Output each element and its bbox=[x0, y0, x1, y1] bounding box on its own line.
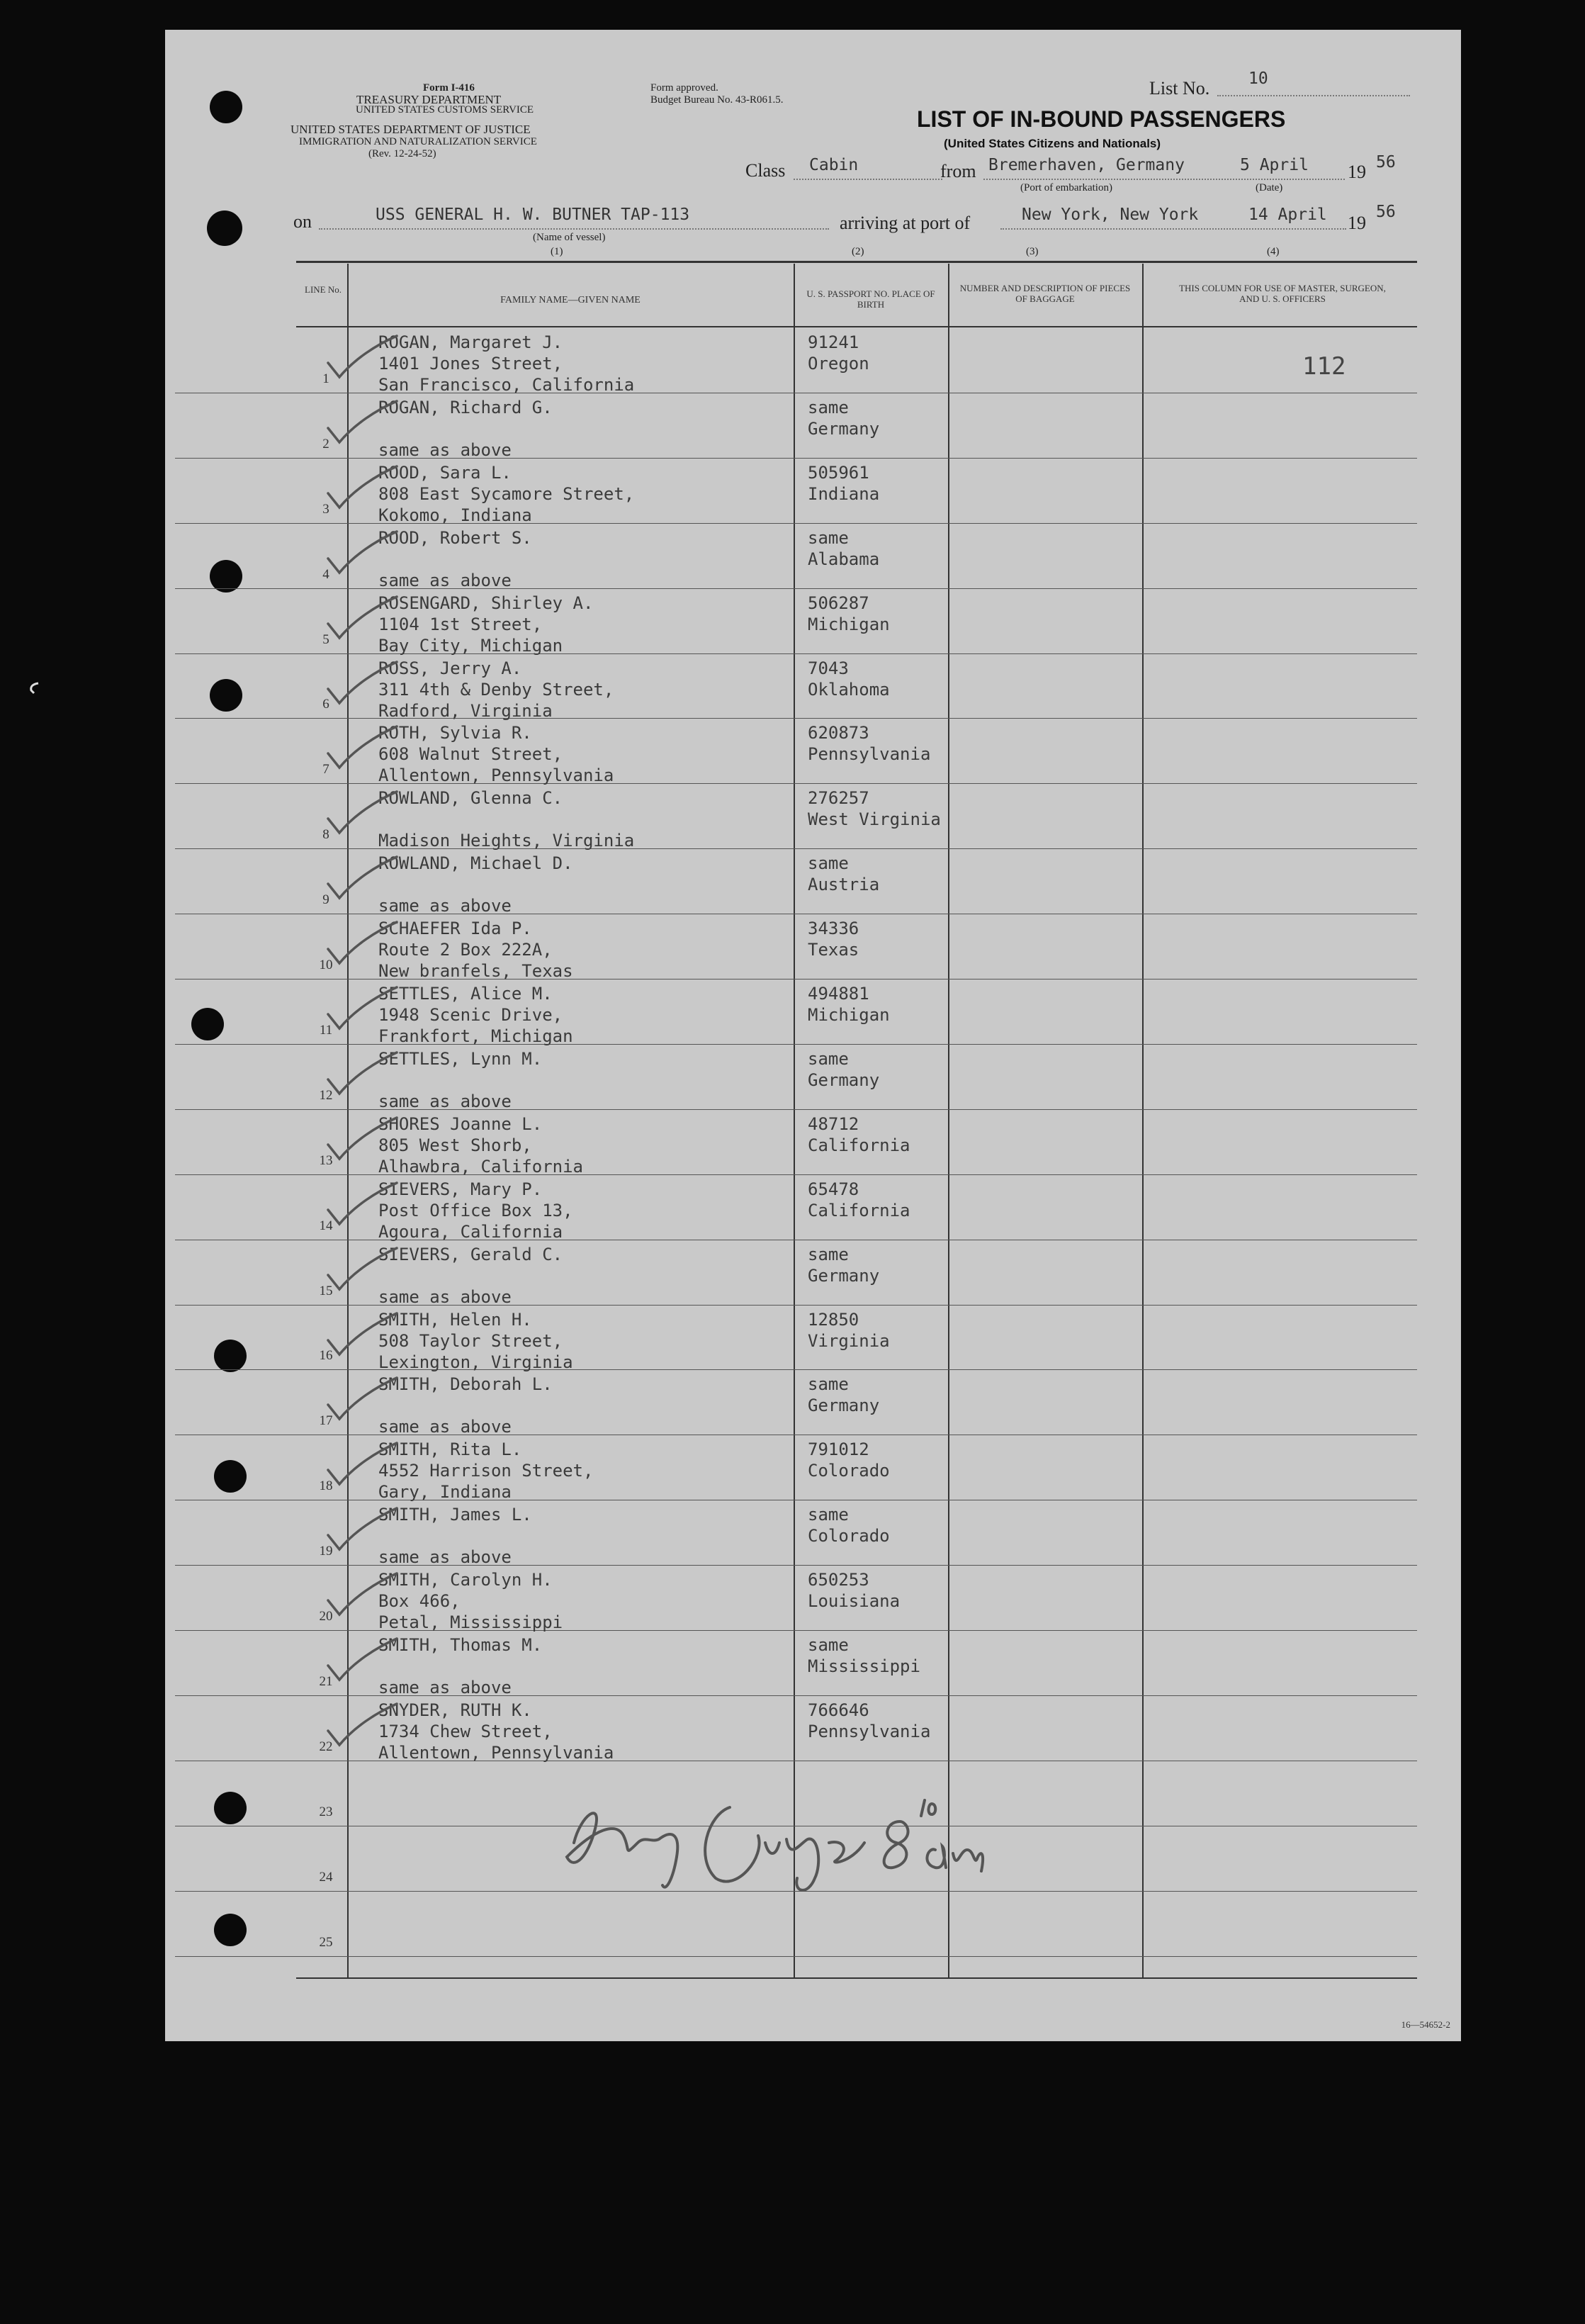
col-number-1: (1) bbox=[551, 246, 563, 257]
from-label: from bbox=[940, 161, 976, 181]
checkmark-icon bbox=[322, 530, 400, 580]
passenger-address: Lexington, Virginia bbox=[378, 1352, 573, 1372]
passport-number: 620873 bbox=[808, 723, 869, 743]
passport-number: 650253 bbox=[808, 1570, 869, 1590]
arriving-label: arriving at port of bbox=[840, 213, 971, 233]
col-number-2: (2) bbox=[852, 246, 864, 257]
passport-number: same bbox=[808, 1049, 849, 1069]
row-divider bbox=[175, 848, 1417, 849]
passenger-address: same as above bbox=[378, 571, 512, 590]
row-divider bbox=[175, 1695, 1417, 1696]
list-no-line bbox=[1217, 95, 1410, 96]
punch-hole bbox=[207, 210, 242, 246]
place-of-birth: Colorado bbox=[808, 1526, 890, 1546]
checkmark-icon bbox=[322, 1376, 400, 1426]
passenger-address: 1948 Scenic Drive, bbox=[378, 1005, 563, 1025]
passport-number: 766646 bbox=[808, 1700, 869, 1720]
checkmark-icon bbox=[322, 335, 400, 384]
passenger-address: Alhawbra, California bbox=[378, 1157, 583, 1177]
from-date: 5 April bbox=[1240, 156, 1309, 174]
port-embark-label: (Port of embarkation) bbox=[1020, 182, 1112, 193]
passenger-address: Petal, Mississippi bbox=[378, 1612, 563, 1632]
checkmark-icon bbox=[322, 595, 400, 645]
row-divider bbox=[175, 1369, 1417, 1370]
passenger-address: same as above bbox=[378, 1091, 512, 1111]
arrival-year: 56 bbox=[1376, 203, 1396, 221]
form-approved: Form approved. bbox=[650, 82, 718, 94]
passenger-address: same as above bbox=[378, 1547, 512, 1567]
class-value: Cabin bbox=[809, 156, 859, 174]
row-divider bbox=[175, 1174, 1417, 1175]
place-of-birth: Germany bbox=[808, 1396, 880, 1415]
place-of-birth: Austria bbox=[808, 875, 880, 894]
punch-hole bbox=[214, 1914, 247, 1946]
col-header-passport: U. S. PASSPORT NO. PLACE OF BIRTH bbox=[806, 288, 935, 310]
passenger-address: same as above bbox=[378, 1417, 512, 1437]
justice-label: UNITED STATES DEPARTMENT OF JUSTICE bbox=[291, 123, 531, 136]
place-of-birth: Michigan bbox=[808, 614, 890, 634]
passport-number: 494881 bbox=[808, 984, 869, 1004]
place-of-birth: Oklahoma bbox=[808, 680, 890, 700]
row-divider bbox=[175, 1565, 1417, 1566]
passenger-address: same as above bbox=[378, 1678, 512, 1697]
checkmark-icon bbox=[322, 661, 400, 710]
checkmark-icon bbox=[322, 855, 400, 905]
checkmark-icon bbox=[322, 1247, 400, 1296]
passenger-name: SMITH, Rita L. bbox=[378, 1439, 522, 1459]
col-number-4: (4) bbox=[1267, 246, 1280, 257]
checkmark-icon bbox=[322, 725, 400, 775]
row-divider bbox=[175, 783, 1417, 784]
passenger-address: 805 West Shorb, bbox=[378, 1135, 532, 1155]
col-divider bbox=[794, 264, 795, 1977]
passenger-name: SNYDER, RUTH K. bbox=[378, 1700, 532, 1720]
passenger-address: New branfels, Texas bbox=[378, 961, 573, 981]
place-of-birth: Colorado bbox=[808, 1461, 890, 1481]
line-number: 3 bbox=[322, 502, 329, 517]
passport-number: 91241 bbox=[808, 332, 859, 352]
stray-mark-icon bbox=[27, 680, 43, 696]
line-number: 5 bbox=[322, 632, 329, 647]
vessel-label: (Name of vessel) bbox=[533, 232, 606, 243]
passenger-name: SMITH, James L. bbox=[378, 1505, 532, 1525]
passenger-name: SHORES Joanne L. bbox=[378, 1114, 543, 1134]
line-number: 18 bbox=[319, 1478, 333, 1493]
customs-label: UNITED STATES CUSTOMS SERVICE bbox=[356, 104, 534, 116]
passenger-address: Gary, Indiana bbox=[378, 1482, 512, 1502]
passenger-address: Allentown, Pennsylvania bbox=[378, 1743, 614, 1763]
row-divider bbox=[175, 1305, 1417, 1306]
checkmark-icon bbox=[322, 921, 400, 970]
officer-note: 112 bbox=[1302, 352, 1346, 381]
inspector-signature bbox=[553, 1772, 992, 1899]
passport-number: same bbox=[808, 1505, 849, 1525]
passenger-address: 808 East Sycamore Street, bbox=[378, 484, 635, 504]
line-number: 17 bbox=[319, 1413, 333, 1428]
checkmark-icon bbox=[322, 1312, 400, 1362]
line-number: 1 bbox=[322, 371, 329, 386]
passport-number: 7043 bbox=[808, 658, 849, 678]
list-no-label: List No. bbox=[1149, 78, 1210, 99]
place-of-birth: Mississippi bbox=[808, 1656, 920, 1676]
row-divider bbox=[175, 1956, 1417, 1957]
passport-number: 505961 bbox=[808, 463, 869, 483]
place-of-birth: California bbox=[808, 1135, 910, 1155]
arrival-date: 14 April bbox=[1248, 206, 1327, 224]
place-of-birth: Germany bbox=[808, 419, 880, 439]
table-bottom-border bbox=[296, 1977, 1417, 1979]
revision-label: (Rev. 12-24-52) bbox=[368, 148, 436, 159]
punch-hole bbox=[210, 679, 242, 712]
passenger-address: 608 Walnut Street, bbox=[378, 744, 563, 764]
passenger-address: same as above bbox=[378, 1287, 512, 1307]
treasury-label: TREASURY DEPARTMENT bbox=[356, 93, 502, 106]
budget-bureau: Budget Bureau No. 43-R061.5. bbox=[650, 94, 784, 106]
place-of-birth: Germany bbox=[808, 1070, 880, 1090]
line-number: 19 bbox=[319, 1544, 333, 1559]
line-number: 10 bbox=[319, 958, 333, 972]
line-number: 12 bbox=[319, 1088, 333, 1103]
passport-number: 65478 bbox=[808, 1179, 859, 1199]
row-divider bbox=[175, 1044, 1417, 1045]
place-of-birth: Michigan bbox=[808, 1005, 890, 1025]
row-divider bbox=[175, 523, 1417, 524]
row-divider bbox=[175, 1109, 1417, 1110]
passenger-address: Radford, Virginia bbox=[378, 701, 553, 721]
checkmark-icon bbox=[322, 465, 400, 515]
passenger-name: ROGAN, Margaret J. bbox=[378, 332, 563, 352]
passport-number: 12850 bbox=[808, 1310, 859, 1330]
line-number: 20 bbox=[319, 1609, 333, 1624]
place-of-birth: Germany bbox=[808, 1266, 880, 1286]
form-number: Form I-416 bbox=[423, 82, 475, 94]
passenger-address: Agoura, California bbox=[378, 1222, 563, 1242]
col-header-name: FAMILY NAME—GIVEN NAME bbox=[500, 295, 641, 305]
passport-number: same bbox=[808, 528, 849, 548]
document-title: LIST OF IN-BOUND PASSENGERS bbox=[917, 106, 1286, 132]
arrival-year-prefix: 19 bbox=[1348, 213, 1366, 233]
class-line bbox=[794, 179, 942, 180]
col-number-3: (3) bbox=[1026, 246, 1039, 257]
checkmark-icon bbox=[322, 1637, 400, 1687]
from-year: 56 bbox=[1376, 153, 1396, 172]
checkmark-icon bbox=[322, 1051, 400, 1101]
line-number: 15 bbox=[319, 1284, 333, 1298]
arrival-port: New York, New York bbox=[1022, 206, 1199, 224]
line-number: 8 bbox=[322, 827, 329, 842]
passenger-name: ROGAN, Richard G. bbox=[378, 398, 553, 417]
passenger-name: SIEVERS, Gerald C. bbox=[378, 1245, 563, 1264]
passenger-name: ROOD, Robert S. bbox=[378, 528, 532, 548]
passenger-address: same as above bbox=[378, 440, 512, 460]
line-number: 4 bbox=[322, 567, 329, 582]
row-divider bbox=[175, 588, 1417, 589]
col-divider bbox=[948, 264, 949, 1977]
passenger-name: ROTH, Sylvia R. bbox=[378, 723, 532, 743]
passenger-address: Kokomo, Indiana bbox=[378, 505, 532, 525]
from-line bbox=[983, 179, 1345, 180]
line-number: 13 bbox=[319, 1153, 333, 1168]
col-divider bbox=[1142, 264, 1144, 1977]
passport-number: same bbox=[808, 853, 849, 873]
line-number: 25 bbox=[319, 1935, 333, 1950]
passenger-address: Madison Heights, Virginia bbox=[378, 831, 635, 851]
passenger-address: Post Office Box 13, bbox=[378, 1201, 573, 1220]
passport-number: same bbox=[808, 398, 849, 417]
passenger-address: 508 Taylor Street, bbox=[378, 1331, 563, 1351]
passport-number: 34336 bbox=[808, 919, 859, 938]
row-divider bbox=[175, 1630, 1417, 1631]
footer-code: 16—54652-2 bbox=[1401, 2019, 1450, 2030]
passenger-name: ROSS, Jerry A. bbox=[378, 658, 522, 678]
passenger-address: 311 4th & Denby Street, bbox=[378, 680, 614, 700]
passenger-address: Route 2 Box 222A, bbox=[378, 940, 553, 960]
place-of-birth: California bbox=[808, 1201, 910, 1220]
place-of-birth: Oregon bbox=[808, 354, 869, 374]
line-number: 23 bbox=[319, 1804, 333, 1819]
from-value: Bremerhaven, Germany bbox=[988, 156, 1185, 174]
place-of-birth: West Virginia bbox=[808, 809, 941, 829]
punch-hole bbox=[191, 1008, 224, 1040]
class-label: Class bbox=[745, 160, 786, 181]
passenger-name: ROWLAND, Michael D. bbox=[378, 853, 573, 873]
passenger-name: SMITH, Deborah L. bbox=[378, 1374, 553, 1394]
place-of-birth: Alabama bbox=[808, 549, 880, 569]
checkmark-icon bbox=[322, 790, 400, 840]
passport-number: same bbox=[808, 1374, 849, 1394]
passenger-name: SMITH, Helen H. bbox=[378, 1310, 532, 1330]
punch-hole bbox=[214, 1460, 247, 1493]
passenger-address: 1104 1st Street, bbox=[378, 614, 543, 634]
place-of-birth: Texas bbox=[808, 940, 859, 960]
checkmark-icon bbox=[322, 1116, 400, 1166]
punch-hole bbox=[214, 1340, 247, 1372]
passport-number: 48712 bbox=[808, 1114, 859, 1134]
punch-hole bbox=[210, 91, 242, 123]
punch-hole bbox=[214, 1792, 247, 1824]
line-number: 22 bbox=[319, 1739, 333, 1754]
passenger-name: ROSENGARD, Shirley A. bbox=[378, 593, 594, 613]
passport-number: 791012 bbox=[808, 1439, 869, 1459]
passenger-address: Box 466, bbox=[378, 1591, 461, 1611]
passenger-name: SIEVERS, Mary P. bbox=[378, 1179, 543, 1199]
col-header-baggage: NUMBER AND DESCRIPTION OF PIECES OF BAGGAGE bbox=[959, 283, 1131, 304]
passenger-address: 1401 Jones Street, bbox=[378, 354, 563, 374]
passenger-address: Bay City, Michigan bbox=[378, 636, 563, 656]
ins-label: IMMIGRATION AND NATURALIZATION SERVICE bbox=[299, 136, 537, 147]
passenger-name: SETTLES, Alice M. bbox=[378, 984, 553, 1004]
checkmark-icon bbox=[322, 986, 400, 1035]
from-year-prefix: 19 bbox=[1348, 162, 1366, 182]
passport-number: 276257 bbox=[808, 788, 869, 808]
passenger-name: SETTLES, Lynn M. bbox=[378, 1049, 543, 1069]
place-of-birth: Pennsylvania bbox=[808, 744, 931, 764]
checkmark-icon bbox=[322, 400, 400, 449]
passenger-address: Allentown, Pennsylvania bbox=[378, 765, 614, 785]
passport-number: 506287 bbox=[808, 593, 869, 613]
checkmark-icon bbox=[322, 1702, 400, 1752]
place-of-birth: Virginia bbox=[808, 1331, 890, 1351]
document-subtitle: (United States Citizens and Nationals) bbox=[944, 137, 1161, 150]
checkmark-icon bbox=[322, 1442, 400, 1491]
line-number: 7 bbox=[322, 762, 329, 777]
line-number: 6 bbox=[322, 697, 329, 712]
passport-number: same bbox=[808, 1245, 849, 1264]
checkmark-icon bbox=[322, 1181, 400, 1231]
line-number: 11 bbox=[319, 1023, 333, 1038]
list-no-value: 10 bbox=[1248, 69, 1268, 88]
table-header-border bbox=[296, 326, 1417, 327]
on-label: on bbox=[293, 211, 312, 232]
table-top-border bbox=[296, 261, 1417, 263]
passenger-name: SMITH, Carolyn H. bbox=[378, 1570, 553, 1590]
line-number: 16 bbox=[319, 1348, 333, 1363]
checkmark-icon bbox=[322, 1572, 400, 1622]
arrival-line bbox=[1000, 228, 1346, 230]
vessel-name: USS GENERAL H. W. BUTNER TAP-113 bbox=[376, 206, 690, 224]
line-number: 24 bbox=[319, 1870, 333, 1885]
passenger-name: ROOD, Sara L. bbox=[378, 463, 512, 483]
place-of-birth: Louisiana bbox=[808, 1591, 901, 1611]
date-label: (Date) bbox=[1256, 182, 1283, 193]
passport-number: same bbox=[808, 1635, 849, 1655]
col-header-officers: THIS COLUMN FOR USE OF MASTER, SURGEON, AND U. S. OFFICERS bbox=[1179, 283, 1386, 304]
passenger-name: ROWLAND, Glenna C. bbox=[378, 788, 563, 808]
col-header-line: LINE No. bbox=[305, 284, 342, 295]
place-of-birth: Indiana bbox=[808, 484, 880, 504]
vessel-line bbox=[319, 228, 829, 230]
row-divider bbox=[175, 718, 1417, 719]
place-of-birth: Pennsylvania bbox=[808, 1722, 931, 1741]
passenger-name: SCHAEFER Ida P. bbox=[378, 919, 532, 938]
line-number: 14 bbox=[319, 1218, 333, 1233]
line-number: 9 bbox=[322, 892, 329, 907]
passenger-address: 1734 Chew Street, bbox=[378, 1722, 553, 1741]
passenger-address: 4552 Harrison Street, bbox=[378, 1461, 594, 1481]
passenger-address: Frankfort, Michigan bbox=[378, 1026, 573, 1046]
row-divider bbox=[175, 458, 1417, 459]
line-number: 2 bbox=[322, 437, 329, 451]
passenger-address: San Francisco, California bbox=[378, 375, 635, 395]
row-divider bbox=[175, 653, 1417, 654]
passenger-name: SMITH, Thomas M. bbox=[378, 1635, 543, 1655]
passenger-address: same as above bbox=[378, 896, 512, 916]
checkmark-icon bbox=[322, 1507, 400, 1556]
line-number: 21 bbox=[319, 1674, 333, 1689]
